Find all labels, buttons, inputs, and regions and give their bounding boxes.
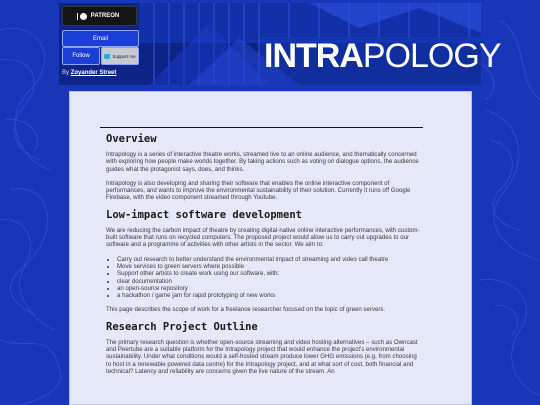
logo-bold-text: INTRA xyxy=(264,37,363,75)
coffee-cup-icon xyxy=(104,54,110,59)
list-item: • Support other artists to create work using our software, with: xyxy=(117,270,423,277)
patreon-button[interactable] xyxy=(62,6,137,26)
site-logo[interactable] xyxy=(264,39,501,73)
email-button[interactable] xyxy=(62,30,139,47)
author-link[interactable]: Zoyander Street xyxy=(70,70,117,76)
research-paragraph-1: The primary research question is whether open-source streaming and video hosting alternatives – such as Owncast and Peertube are a suitable platform for the Intrapology project that would enhance the project's environmental sustainability. Under what conditions would a self-hosted stream produce lower GHG emissions (e.g. from choosing to host in a renewable powered data centre) for the Intrapology project, and at what sort of cost, both financial and technical? Latency and reliability are concerns given the live nature of the stream. An xyxy=(106,338,418,375)
byline-prefix: By xyxy=(62,70,70,76)
follow-label: Follow xyxy=(72,53,90,59)
list-item: • Move services to green servers where possible xyxy=(117,263,423,270)
research-heading: Research Project Outline xyxy=(106,320,258,333)
kofi-support-button[interactable] xyxy=(101,47,139,65)
overview-paragraph-2: Intrapology is also developing and sharing their software that enables the online interactive component of performances, and wants to improve the environmental sustainability of their solution. Currently it runs off Google Firebase, with the video component streamed through Youtube. xyxy=(106,179,411,202)
email-label: Email xyxy=(92,35,108,42)
list-item: • clear documentation xyxy=(117,278,423,285)
overview-heading: Overview xyxy=(106,133,157,145)
low-impact-paragraph-2: This page describes the scope of work for a freelance researcher focused on the topic of green servers. xyxy=(106,306,386,314)
low-impact-paragraph-1: We are reducing the carbon impact of theatre by creating digital-native online interactive performances, with custom-built software that runs on recycled computers. The proposed project would allow us to carry out upgrades to our software and a programme of activities with other artists in the sector. We aim to: xyxy=(106,226,420,249)
list-item: • a hackathon / game jam for rapid prototyping of new works xyxy=(117,292,423,299)
logo-light-text: POLOGY xyxy=(362,37,501,75)
patreon-logo-icon xyxy=(80,13,87,20)
low-impact-heading: Low-impact software development xyxy=(106,208,302,221)
aims-list xyxy=(106,256,423,300)
site-header xyxy=(59,3,501,85)
list-item: • an open-source repository xyxy=(117,285,423,292)
follow-button[interactable] xyxy=(62,47,100,65)
article-body xyxy=(100,127,423,382)
byline xyxy=(62,70,116,76)
patreon-label: PATREON xyxy=(90,13,120,19)
kofi-label: Support me xyxy=(112,53,136,59)
overview-paragraph-1: Intrapology is a series of interactive theatre works, streamed live to an online audience, and thematically concerned with exploring how people make worlds together. By taking actions such as voting on dialogue options, the audience guides what the protagonist says, does, and thinks. xyxy=(106,151,419,173)
section-divider xyxy=(100,127,423,128)
list-item: • Carry out research to better understand the environmental impact of streaming and video call theatre xyxy=(117,256,423,263)
